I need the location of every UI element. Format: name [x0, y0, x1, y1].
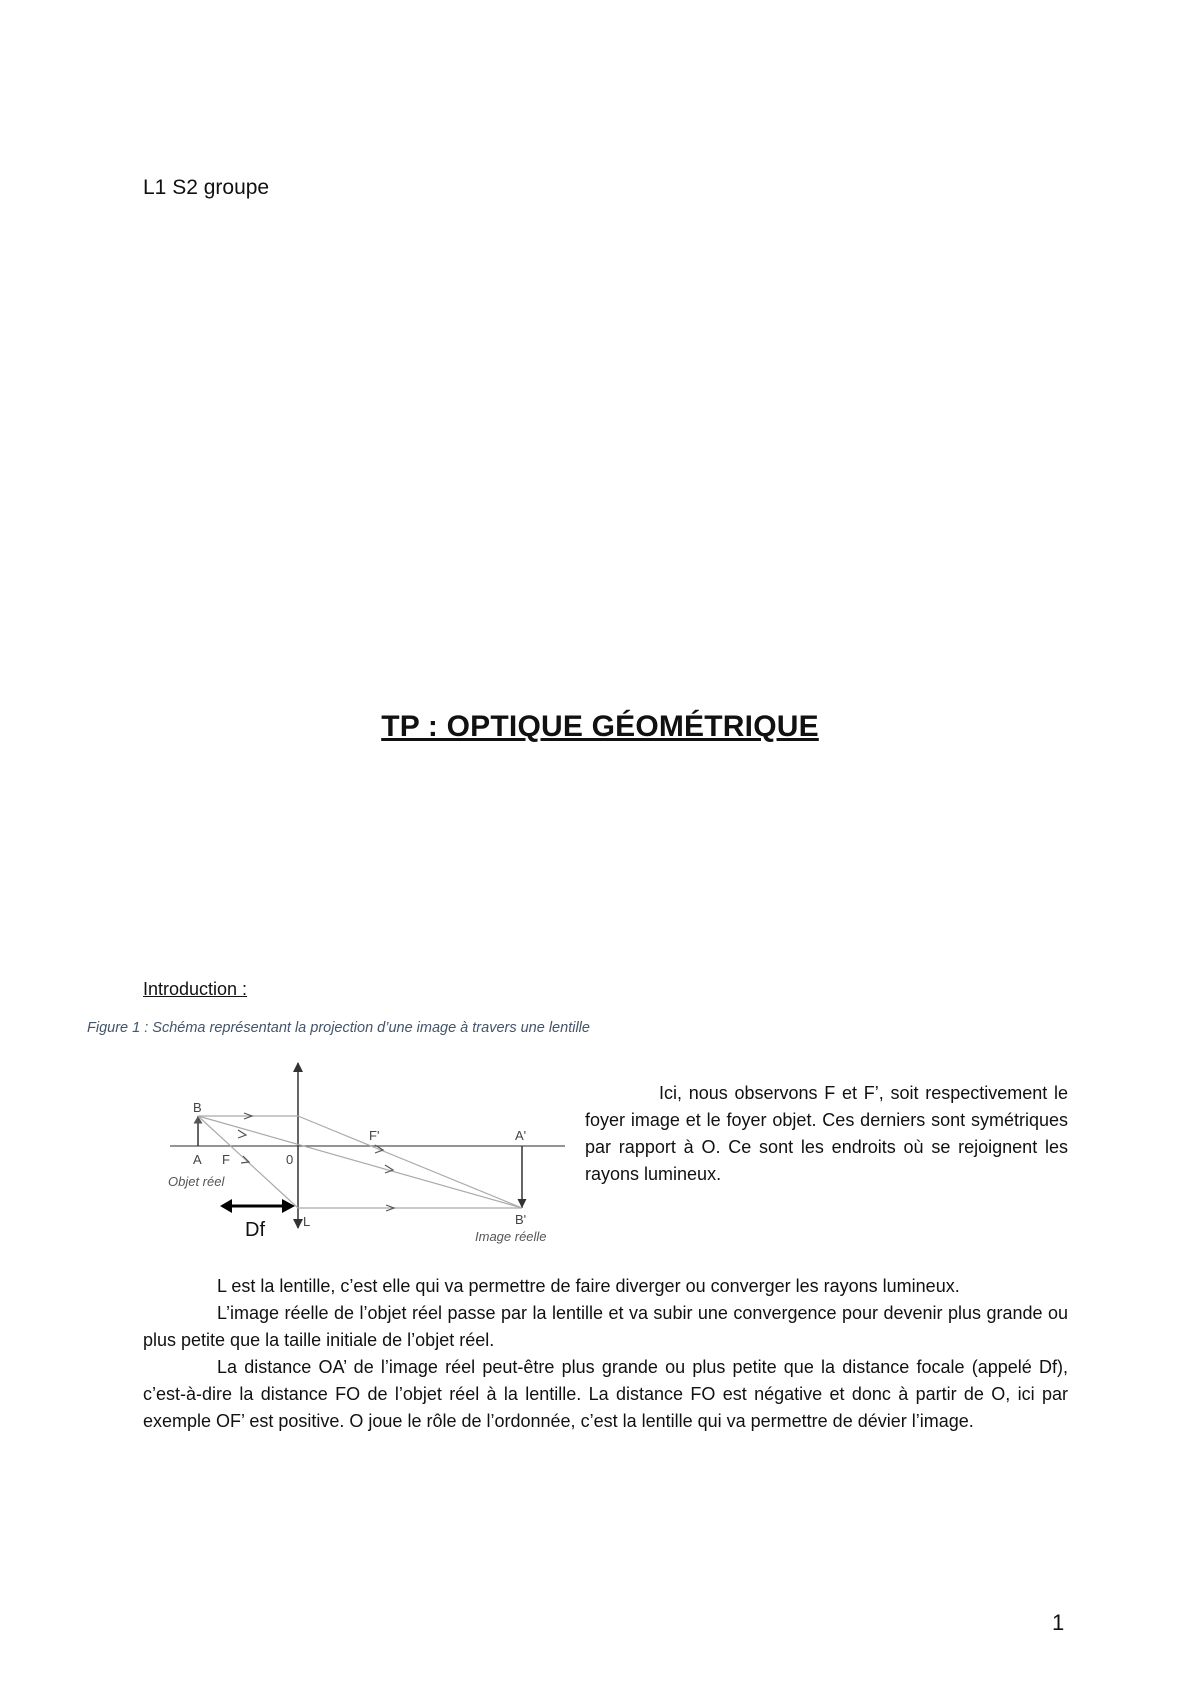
group-line: L1 S2 groupe	[143, 176, 270, 199]
body-paragraph: L’image réelle de l’objet réel passe par la lentille et va subir une convergence pour devenir plus grande ou plus petite que la taille initiale de l’objet réel.	[143, 1303, 1068, 1350]
label-o: 0	[286, 1152, 294, 1167]
figure-caption: Figure 1 : Schéma représentant la projection d’une image à travers une lentille	[87, 1020, 590, 1036]
label-l: L	[303, 1214, 311, 1229]
lens-diagram	[160, 1058, 570, 1250]
label-b: B	[193, 1100, 202, 1115]
label-b-prime: B'	[515, 1212, 527, 1227]
page-number: 1	[1052, 1610, 1065, 1635]
label-a: A	[193, 1152, 202, 1167]
label-image-reelle: Image réelle	[475, 1229, 547, 1244]
section-heading: Introduction :	[143, 979, 248, 999]
ray-arrow	[238, 1130, 246, 1138]
body-paragraph: L est la lentille, c’est elle qui va permettre de faire diverger ou converger les rayons lumineux.	[217, 1276, 960, 1296]
label-f-prime: F'	[369, 1128, 380, 1143]
lens-bottom-arrow	[293, 1219, 303, 1229]
label-f: F	[222, 1152, 230, 1167]
label-df: Df	[245, 1219, 265, 1241]
ray-parallel-refracted	[298, 1116, 522, 1208]
label-objet-reel: Objet réel	[168, 1174, 225, 1189]
body-text	[143, 1273, 1068, 1435]
body-paragraph: La distance OA’ de l’image réel peut-être plus grande ou plus petite que la distance focale (appelé Df), c’est-à-dire la distance FO de l’objet réel à la lentille. La distance FO est négative et donc à partir de O, ici par exemple OF’ est positive. O joue le rôle de l’ordonnée, c’est la lentille qui va permettre de dévier l’image.	[143, 1357, 1068, 1431]
page-title: TP : OPTIQUE GÉOMÉTRIQUE	[381, 710, 819, 743]
label-a-prime: A'	[515, 1128, 527, 1143]
lens-top-arrow	[293, 1062, 303, 1072]
df-arrow-right-head	[282, 1199, 295, 1213]
side-paragraph	[585, 1080, 1068, 1188]
side-paragraph-text: Ici, nous observons F et F’, soit respectivement le foyer image et le foyer objet. Ces derniers sont symétriques par rapport à O. Ce sont les endroits où se rejoignent les rayons lumineux.	[585, 1083, 1068, 1184]
df-arrow-left-head	[220, 1199, 232, 1213]
